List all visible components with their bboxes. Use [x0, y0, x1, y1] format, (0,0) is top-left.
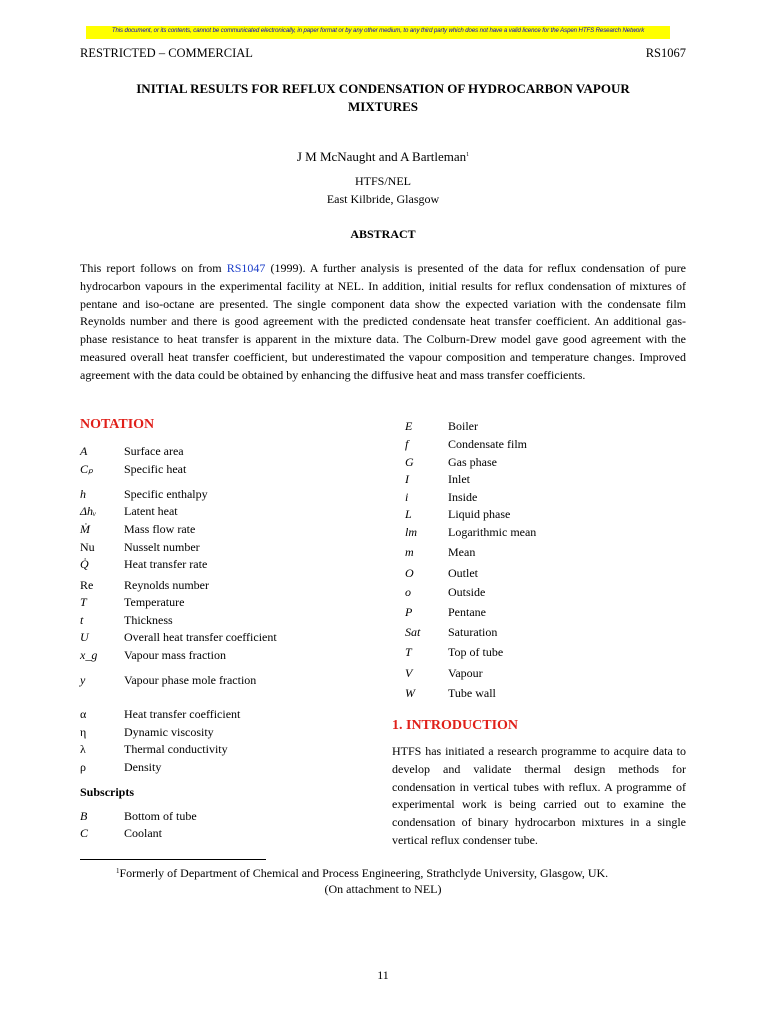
subscript-definition: Coolant: [124, 826, 162, 840]
subscript-symbol: I: [405, 472, 409, 486]
notation-symbol: λ: [80, 742, 86, 756]
subscript-definition: Tube wall: [448, 686, 496, 700]
notation-symbol: T: [80, 595, 87, 609]
subscript-definition: Boiler: [448, 419, 478, 433]
footnote-mark: 1: [116, 867, 120, 875]
subscript-definition: Bottom of tube: [124, 809, 197, 823]
notation-symbol: y: [80, 673, 86, 687]
notation-definition: Temperature: [124, 595, 185, 609]
subscript-definition: Condensate film: [448, 437, 527, 451]
subscript-definition: Pentane: [448, 605, 486, 619]
paper-title: [80, 80, 686, 116]
notation-definition: Heat transfer coefficient: [124, 707, 241, 721]
abstract-text-pre: This report follows on from: [80, 261, 227, 275]
notation-symbol: x_g: [80, 648, 98, 662]
notation-definition: Specific enthalpy: [124, 487, 208, 501]
paper-title-line-1: INITIAL RESULTS FOR REFLUX CONDENSATION OF HYDROCARBON VAPOUR: [136, 81, 630, 96]
subscript-symbol: m: [405, 545, 414, 559]
subscript-symbol: lm: [405, 525, 417, 539]
subscript-symbol: V: [405, 666, 413, 680]
subscript-symbol: B: [80, 809, 88, 823]
notation-symbol: Cₚ: [80, 462, 94, 476]
authors: [80, 149, 686, 165]
subscript-definition: Outlet: [448, 566, 478, 580]
subscript-definition: Gas phase: [448, 455, 497, 469]
affiliation-location: East Kilbride, Glasgow: [326, 192, 440, 206]
subscript-symbol: f: [405, 437, 409, 451]
subscript-definition: Vapour: [448, 666, 483, 680]
notation-symbol: ρ: [80, 760, 86, 774]
licence-notice-banner: [86, 26, 670, 39]
notation-definition: Vapour phase mole fraction: [124, 673, 257, 687]
notation-symbol: t: [80, 613, 84, 627]
abstract-text-post: (1999). A further analysis is presented of the data for reflux condensation of pure hydrocarbon vapours in the experimental facility at NEL. In addition, initial results for reflux condensation of mixtures of pentane and iso-octane are presented. The single component data show the expected variation with the condensate film Reynolds number and there is good agreement with the predicted condensate heat transfer coefficient. An additional gas-phase resistance to heat transfer is apparent in the mixture data. The Colburn-Drew model gave good agreement with the measured overall heat transfer coefficient, but underestimated the vapour composition and temperature changes. Improved agreement with the data could be obtained by enhancing the diffusive heat and mass transfer coefficients.: [80, 261, 687, 382]
abstract-heading: ABSTRACT: [350, 227, 416, 241]
footnote-2: (On attachment to NEL): [324, 882, 442, 896]
notation-symbol: Δhᵥ: [80, 504, 97, 518]
subscript-symbol: P: [405, 605, 413, 619]
subscript-definition: Inlet: [448, 472, 470, 486]
notation-definition: Thermal conductivity: [124, 742, 228, 756]
notation-definition: Density: [124, 760, 162, 774]
subscripts-heading: Subscripts: [80, 785, 135, 799]
licence-notice-text: This document, or its contents, cannot be communicated electronically, in paper format or by any other medium, to any third party which does not have a valid licence for the Aspen HTFS Research Network: [111, 27, 645, 34]
author-footnote-mark: 1: [466, 152, 470, 158]
notation-definition: Specific heat: [124, 462, 187, 476]
subscript-symbol: Sat: [405, 625, 421, 639]
notation-definition: Surface area: [124, 444, 184, 458]
author-names: J M McNaught and A Bartleman: [296, 149, 467, 164]
classification-label: RESTRICTED – COMMERCIAL: [80, 46, 253, 60]
footnote-1: [116, 866, 608, 881]
subscript-symbol: C: [80, 826, 89, 840]
introduction-heading: 1. INTRODUCTION: [392, 718, 519, 733]
rs1047-link[interactable]: RS1047: [226, 261, 266, 275]
notation-definition: Heat transfer rate: [124, 557, 208, 571]
notation-symbol: η: [80, 725, 87, 739]
subscript-definition: Logarithmic mean: [448, 525, 537, 539]
notation-heading: NOTATION: [80, 417, 155, 432]
subscript-symbol: i: [405, 490, 409, 504]
notation-symbol: U: [80, 630, 89, 644]
subscript-definition: Saturation: [448, 625, 498, 639]
notation-definition: Dynamic viscosity: [124, 725, 214, 739]
abstract-body: [80, 260, 686, 385]
notation-definition: Thickness: [124, 613, 173, 627]
notation-definition: Latent heat: [124, 504, 178, 518]
subscript-symbol: L: [405, 507, 412, 521]
introduction-paragraph: HTFS has initiated a research programme to acquire data to develop and validate thermal design methods for condensation in vertical tubes with reflux. A programme of experimental work is being carried out to examine the condensation of binary hydrocarbon mixtures in a single vertical reflux condenser tube.: [392, 744, 686, 847]
notation-symbol: Q̇: [80, 557, 89, 571]
subscript-definition: Liquid phase: [448, 507, 511, 521]
subscript-symbol: O: [405, 566, 414, 580]
affiliation-org: HTFS/NEL: [354, 174, 411, 188]
notation-definition: Vapour mass fraction: [124, 648, 226, 662]
subscript-symbol: E: [405, 419, 413, 433]
notation-symbol: A: [80, 444, 88, 458]
footnote-rule: [80, 859, 266, 860]
notation-symbol: h: [80, 487, 86, 501]
notation-symbol: Ṁ: [80, 522, 90, 536]
notation-definition: Nusselt number: [124, 540, 200, 554]
subscript-symbol: G: [405, 455, 414, 469]
notation-symbol: α: [80, 707, 87, 721]
page-number: 11: [377, 968, 389, 982]
notation-symbol: Nu: [80, 540, 95, 554]
subscript-definition: Mean: [448, 545, 476, 559]
subscript-definition: Top of tube: [448, 645, 504, 659]
subscript-symbol: T: [405, 645, 412, 659]
subscript-symbol: o: [405, 585, 411, 599]
subscript-symbol: W: [405, 686, 415, 700]
paper-title-line-2: MIXTURES: [347, 99, 419, 114]
notation-definition: Reynolds number: [124, 578, 209, 592]
subscript-definition: Inside: [448, 490, 478, 504]
notation-symbol: Re: [80, 578, 94, 592]
notation-definition: Mass flow rate: [124, 522, 196, 536]
footnote-1-text: Formerly of Department of Chemical and Process Engineering, Strathclyde University, Glasgow, UK.: [119, 866, 609, 880]
notation-definition: Overall heat transfer coefficient: [124, 630, 277, 644]
subscript-definition: Outside: [448, 585, 486, 599]
report-number: RS1067: [645, 46, 686, 60]
